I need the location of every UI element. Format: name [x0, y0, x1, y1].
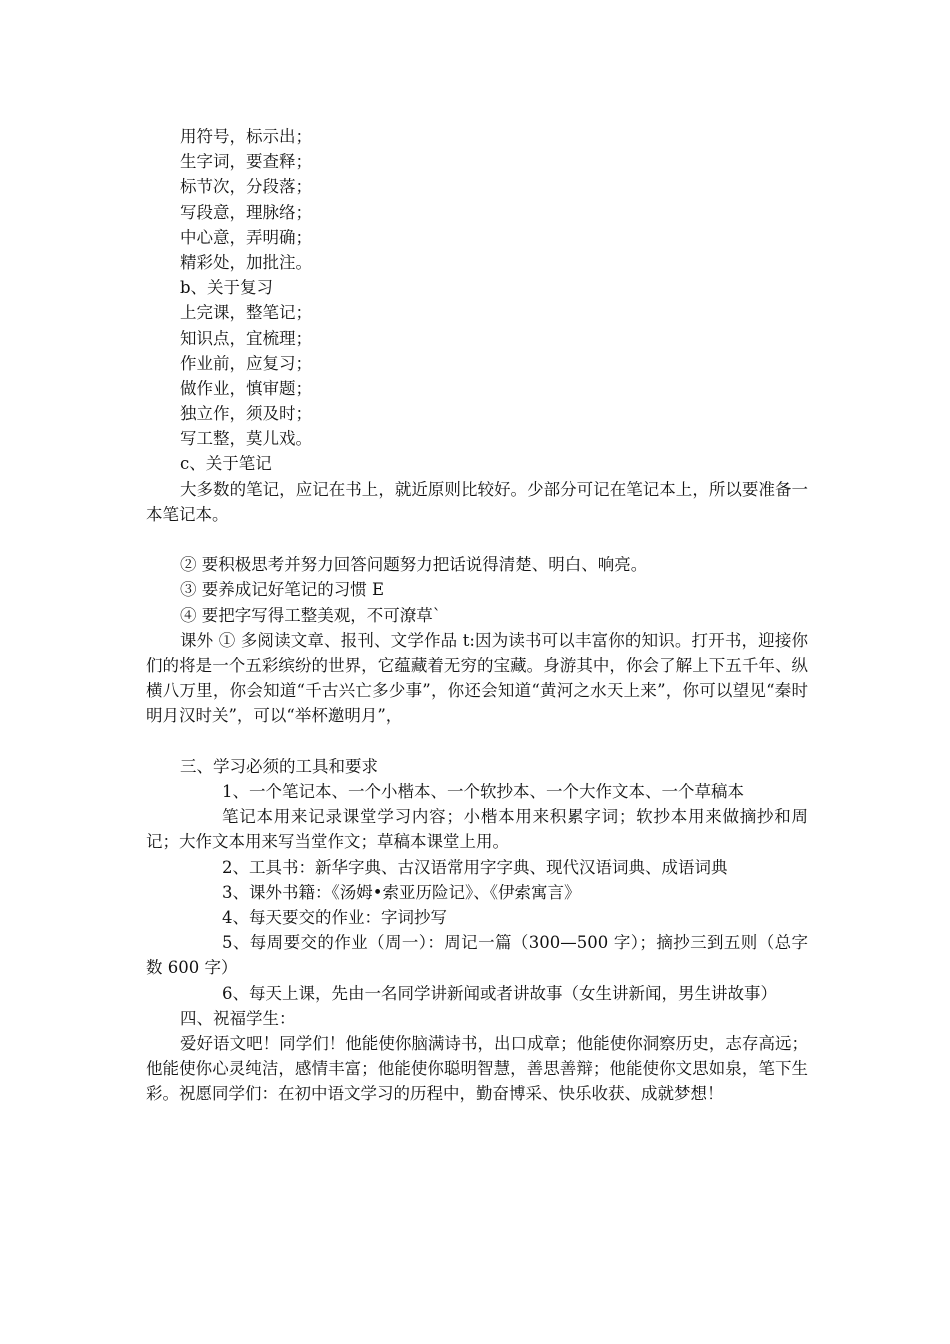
review-line-6: 写工整，莫儿戏。 — [180, 429, 312, 449]
notes-paragraph: 大多数的笔记，应记在书上，就近原则比较好。少部分可记在笔记本上，所以要准备一本笔记本。 — [146, 479, 808, 524]
review-line-1: 上完课，整笔记； — [180, 303, 312, 323]
document-page — [146, 124, 808, 1107]
review-line-2: 知识点，宜梳理； — [180, 328, 312, 348]
tools-item-5: 5、每周要交的作业（周一）：周记一篇（300—500 字）；摘抄三到五则（总字数 600 字） — [146, 933, 808, 978]
tools-item-1-detail: 笔记本用来记录课堂学习内容；小楷本用来积累字词；软抄本用来做摘抄和周记；大作文本用来写当堂作文；草稿本课堂上用。 — [146, 807, 808, 852]
spacer — [146, 729, 808, 754]
notes-heading: c、关于笔记 — [180, 454, 272, 474]
tools-item-6: 6、每天上课，先由一名同学讲新闻或者讲故事（女生讲新闻，男生讲故事） — [222, 983, 777, 1003]
section4-heading: 四、祝福学生： — [180, 1008, 296, 1028]
extracurricular-paragraph: 课外 ① 多阅读文章、报刊、文学作品 t:因为读书可以丰富你的知识。打开书，迎接你们的将是一个五彩缤纷的世界，它蕴藏着无穷的宝藏。身游其中，你会了解上下五千年、纵横八万里，你会知道“千古兴亡多少事”，你还会知道“黄河之水天上来”，你可以望见“秦时明月汉时关”，可以“举杯邀明月”， — [146, 630, 808, 726]
section3-heading: 三、学习必须的工具和要求 — [180, 756, 378, 776]
reading-line-6: 精彩处，加批注。 — [180, 252, 312, 272]
reading-line-2: 生字词，要查释； — [180, 152, 312, 172]
blessing-paragraph: 爱好语文吧！同学们！他能使你脑满诗书，出口成章；他能使你洞察历史，志存高远；他能使你心灵纯洁，感情丰富；他能使你聪明智慧，善思善辩；他能使你文思如泉，笔下生彩。祝愿同学们：在初中语文学习的历程中，勤奋博采、快乐收获、成就梦想！ — [146, 1033, 808, 1104]
reading-line-3: 标节次，分段落； — [180, 177, 312, 197]
requirement-2: ② 要积极思考并努力回答问题努力把话说得清楚、明白、响亮。 — [180, 555, 648, 575]
requirement-3: ③ 要养成记好笔记的习惯 E — [180, 580, 385, 600]
reading-line-5: 中心意，弄明确； — [180, 227, 312, 247]
tools-item-3: 3、课外书籍：《汤姆•索亚历险记》、《伊索寓言》 — [222, 882, 581, 902]
tools-item-2: 2、工具书：新华字典、古汉语常用字字典、现代汉语词典、成语词典 — [222, 857, 728, 877]
review-line-5: 独立作，须及时； — [180, 404, 312, 424]
reading-line-4: 写段意，理脉络； — [180, 202, 312, 222]
requirement-4: ④ 要把字写得工整美观，不可潦草` — [180, 605, 441, 625]
reading-line-1: 用符号，标示出； — [180, 127, 312, 146]
tools-item-4: 4、每天要交的作业：字词抄写 — [222, 907, 447, 927]
tools-item-1: 1、一个笔记本、一个小楷本、一个软抄本、一个大作文本、一个草稿本 — [222, 781, 744, 801]
review-line-4: 做作业，慎审题； — [180, 378, 312, 398]
review-heading: b、关于复习 — [180, 278, 274, 298]
spacer — [146, 527, 808, 552]
review-line-3: 作业前，应复习； — [180, 353, 312, 373]
